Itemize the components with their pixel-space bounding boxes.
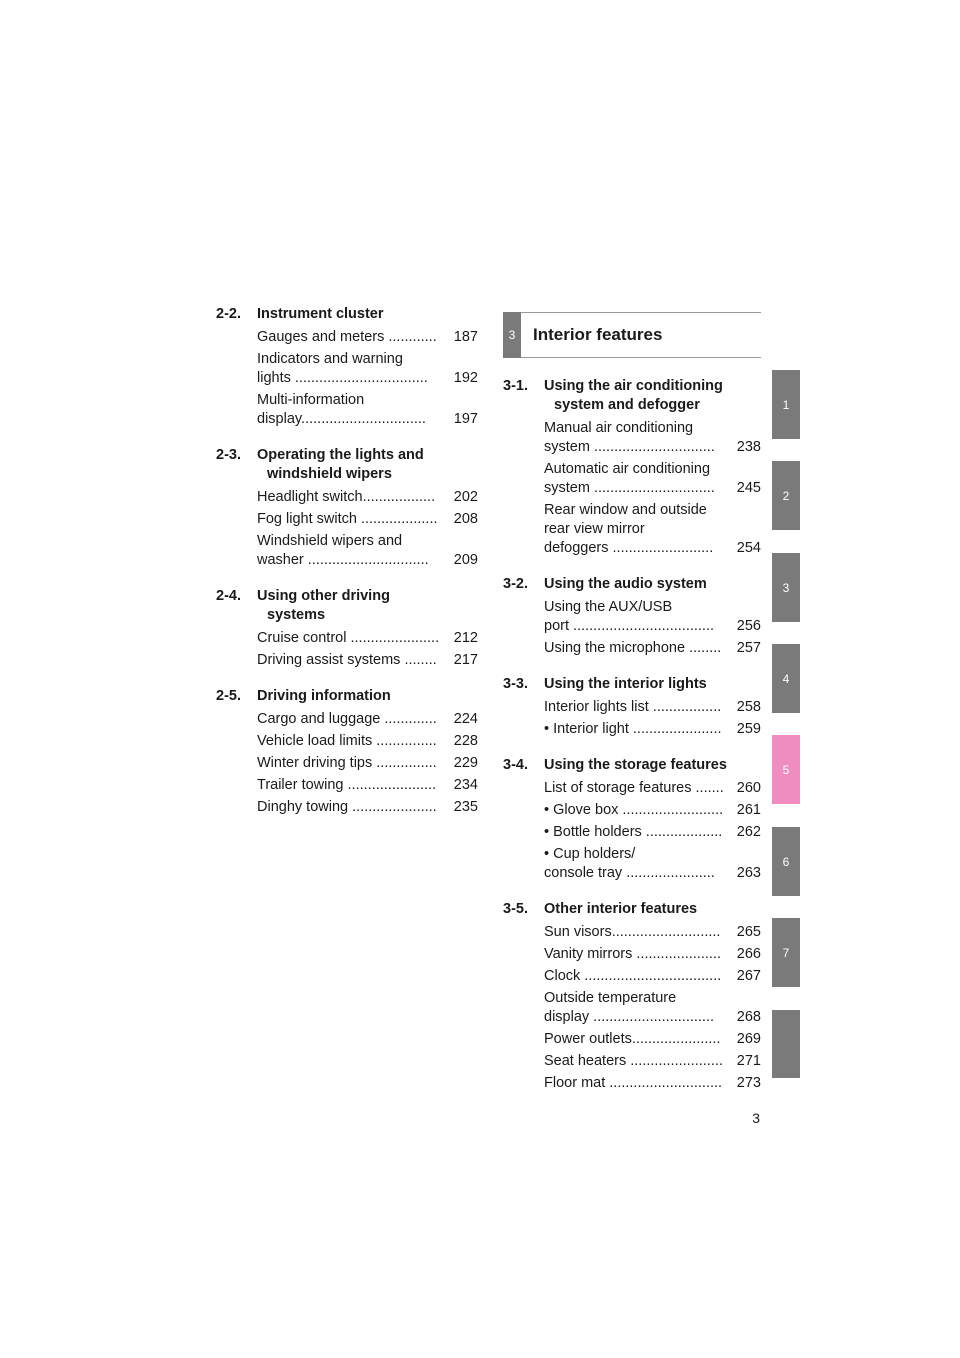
entry-title: • Cup holders/ console tray ...................... [544,846,715,881]
entry-list [503,698,761,739]
chapter-tab: 3 [503,312,521,358]
toc-entry[interactable] [257,776,478,795]
section-title [503,756,761,775]
entry-page: 187 [453,329,478,345]
toc-entry[interactable] [544,598,761,636]
entry-title: Cargo and luggage ............. [257,711,437,727]
toc-entry[interactable] [544,1074,761,1093]
section-name-text: Driving information [257,688,391,704]
entry-title: List of storage features ....... [544,780,724,796]
entry-title: Multi-information display............................... [257,392,426,427]
toc-entry[interactable] [257,391,478,429]
entry-title: Using the microphone ........ [544,640,722,656]
section-number: 3-2. [503,576,528,592]
toc-entry[interactable] [544,923,761,942]
entry-title: Using the AUX/USB port ................................... [544,599,715,634]
entry-page: 266 [736,946,761,962]
toc-entry[interactable] [544,801,761,820]
entry-page: 257 [736,640,761,656]
entry-title: Outside temperature display .............................. [544,990,715,1025]
entry-page: 260 [736,780,761,796]
toc-section [503,377,761,558]
toc-entry[interactable] [544,989,761,1027]
entry-page: 268 [736,1009,761,1025]
entry-page: 235 [453,799,478,815]
entry-page: 271 [736,1053,761,1069]
section-name-text: Using the interior lights [544,676,707,692]
entry-page: 192 [453,370,478,386]
toc-entry[interactable] [544,823,761,842]
section-name-continued: system and defogger [554,397,700,413]
entry-title: Indicators and warning lights ................................. [257,351,428,386]
entry-page: 267 [736,968,761,984]
chapter-title: Interior features [533,325,663,344]
toc-entry[interactable] [257,710,478,729]
entry-title: Vehicle load limits ............... [257,733,437,749]
entry-title: Manual air conditioning system .............................. [544,420,715,455]
toc-section [216,587,478,670]
section-name-text: Instrument cluster [257,306,384,322]
section-number: 3-3. [503,676,528,692]
section-number: 2-4. [216,588,241,604]
section-name-text: Using other driving [257,588,390,604]
entry-page: 258 [736,699,761,715]
section-number: 2-2. [216,306,241,322]
entry-list [216,328,478,429]
entry-page: 263 [736,865,761,881]
toc-section [503,675,761,739]
chapter-index-tab[interactable] [772,1010,800,1078]
entry-title: Windshield wipers and washer .............................. [257,533,429,568]
section-title [503,900,761,919]
entry-page: 259 [736,721,761,737]
entry-title: Sun visors........................... [544,924,721,940]
entry-page: 245 [736,480,761,496]
toc-entry[interactable] [544,720,761,739]
entry-page: 261 [736,802,761,818]
section-name-text: Other interior features [544,901,698,917]
entry-title: Dinghy towing ..................... [257,799,437,815]
chapter-index-tab[interactable]: 5 [772,735,800,804]
entry-page: 217 [453,652,478,668]
section-number: 3-4. [503,757,528,773]
section-name-continued: windshield wipers [267,466,392,482]
entry-page: 197 [453,411,478,427]
toc-section [216,687,478,817]
toc-entry[interactable] [257,532,478,570]
toc-entry[interactable] [544,1052,761,1071]
entry-page: 229 [453,755,478,771]
toc-entry[interactable] [257,754,478,773]
toc-entry[interactable] [257,350,478,388]
section-name-text: Using the storage features [544,757,727,773]
toc-section [503,900,761,1093]
entry-page: 256 [736,618,761,634]
chapter-index-tab[interactable]: 7 [772,918,800,987]
entry-title: Fog light switch ................... [257,511,438,527]
toc-section [503,756,761,883]
page-number: 3 [752,1110,760,1126]
toc-right-column [503,377,761,1110]
entry-page: 209 [453,552,478,568]
entry-title: Automatic air conditioning system .............................. [544,461,715,496]
entry-title: • Bottle holders ................... [544,824,723,840]
entry-list [216,629,478,670]
toc-entry[interactable] [544,1030,761,1049]
toc-entry[interactable] [544,698,761,717]
section-title [216,305,478,324]
entry-title: • Interior light ...................... [544,721,722,737]
entry-title: Headlight switch.................. [257,489,436,505]
section-name [257,305,478,324]
entry-page: 262 [736,824,761,840]
entry-list [503,923,761,1093]
entry-title: Power outlets...................... [544,1031,721,1047]
entry-page: 212 [453,630,478,646]
section-number: 3-1. [503,378,528,394]
entry-page: 234 [453,777,478,793]
entry-page: 208 [453,511,478,527]
section-name [544,575,761,594]
entry-list [216,488,478,570]
toc-entry[interactable] [257,510,478,529]
toc-entry[interactable] [544,845,761,883]
section-title [503,377,761,415]
entry-list [503,598,761,658]
entry-title: Seat heaters ....................... [544,1053,723,1069]
section-number: 3-5. [503,901,528,917]
section-number: 2-5. [216,688,241,704]
section-name [544,377,761,415]
entry-title: Gauges and meters ............ [257,329,437,345]
toc-entry[interactable] [544,419,761,457]
section-name [257,587,478,625]
entry-page: 238 [736,439,761,455]
section-title [503,675,761,694]
toc-entry[interactable] [544,967,761,986]
section-title [216,587,478,625]
entry-title: Interior lights list ................. [544,699,722,715]
section-name-text: Operating the lights and [257,447,424,463]
toc-entry[interactable] [544,460,761,498]
section-title [216,687,478,706]
entry-title: Trailer towing ...................... [257,777,437,793]
chapter-header [503,312,761,358]
entry-list [216,710,478,817]
section-name [544,675,761,694]
entry-title: Clock .................................. [544,968,722,984]
entry-title: Cruise control ...................... [257,630,440,646]
toc-entry[interactable] [257,629,478,648]
chapter-index-tab[interactable]: 3 [772,553,800,622]
toc-entry[interactable] [257,328,478,347]
toc-entry[interactable] [544,501,761,558]
toc-entry[interactable] [257,651,478,670]
section-name [544,756,761,775]
section-number: 2-3. [216,447,241,463]
entry-title: Winter driving tips ............... [257,755,437,771]
toc-entry[interactable] [544,779,761,798]
entry-page: 265 [736,924,761,940]
entry-page: 228 [453,733,478,749]
section-name-text: Using the air conditioning [544,378,723,394]
chapter-index-tab[interactable]: 1 [772,370,800,439]
entry-list [503,419,761,558]
entry-title: Rear window and outside rear view mirror defoggers ......................... [544,502,714,556]
toc-entry[interactable] [257,488,478,507]
toc-entry[interactable] [544,945,761,964]
entry-page: 269 [736,1031,761,1047]
entry-title: • Glove box ......................... [544,802,724,818]
entry-title: Floor mat ............................ [544,1075,723,1091]
entry-page: 202 [453,489,478,505]
chapter-index-tab[interactable]: 4 [772,644,800,713]
entry-title: Driving assist systems ........ [257,652,437,668]
toc-entry[interactable] [544,639,761,658]
toc-entry[interactable] [257,798,478,817]
toc-left-column [216,305,478,834]
section-title [216,446,478,484]
entry-page: 254 [736,540,761,556]
toc-entry[interactable] [257,732,478,751]
section-name [257,446,478,484]
section-name-text: Using the audio system [544,576,707,592]
section-title [503,575,761,594]
entry-page: 224 [453,711,478,727]
section-name [257,687,478,706]
toc-section [216,305,478,429]
entry-page: 273 [736,1075,761,1091]
toc-section [503,575,761,658]
entry-list [503,779,761,883]
entry-title: Vanity mirrors ..................... [544,946,721,962]
section-name-continued: systems [267,607,326,623]
chapter-index-tab[interactable]: 6 [772,827,800,896]
section-name [544,900,761,919]
toc-section [216,446,478,570]
chapter-index-tab[interactable]: 2 [772,461,800,530]
